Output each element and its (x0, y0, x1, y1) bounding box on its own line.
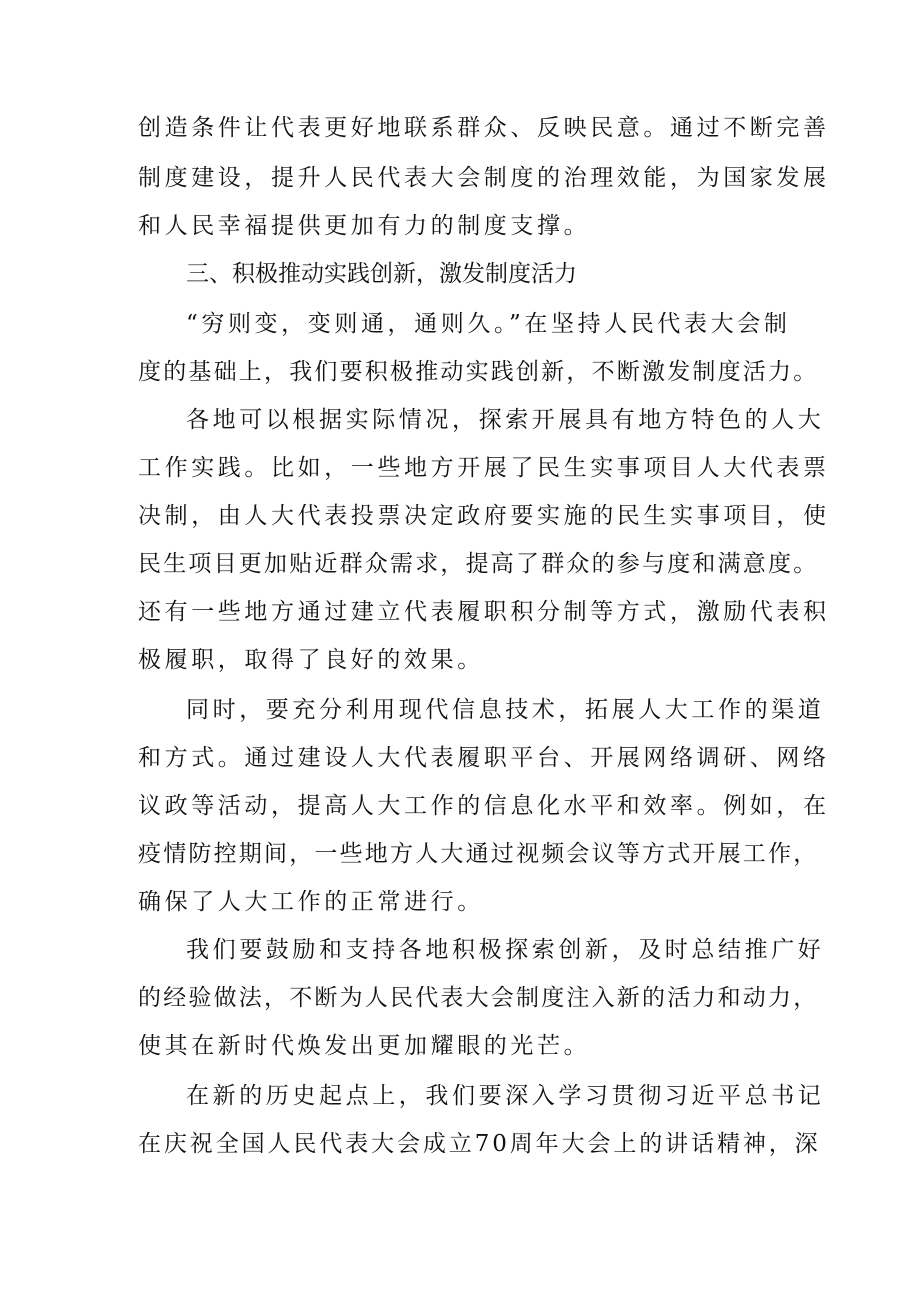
text-line: 决制，由人大代表投票决定政府要实施的民生实事项目，使 (138, 503, 830, 529)
text-line: 工作实践。比如，一些地方开展了民生实事项目人大代表票 (138, 455, 830, 481)
text-line: 在新的历史起点上，我们要深入学习贯彻习近平总书记 (186, 1083, 825, 1109)
text-line: 疫情防控期间，一些地方人大通过视频会议等方式开展工作， (138, 841, 819, 867)
text-line: 创造条件让代表更好地联系群众、反映民意。通过不断完善 (138, 115, 830, 141)
text-line: “穷则变，变则通，通则久。”在坚持人民代表大会制 (186, 311, 791, 337)
text-line: 极履职，取得了良好的效果。 (138, 647, 484, 673)
text-line: 确保了人大工作的正常进行。 (138, 889, 484, 915)
text-line: 在庆祝全国人民代表大会成立70周年大会上的讲话精神，深 (138, 1131, 821, 1157)
text-line: 我们要鼓励和支持各地积极探索创新，及时总结推广好 (186, 937, 825, 963)
text-line: 议政等活动，提高人大工作的信息化水平和效率。例如，在 (138, 793, 830, 819)
text-line: 度的基础上，我们要积极推动实践创新，不断激发制度活力。 (138, 359, 819, 385)
text-line: 还有一些地方通过建立代表履职积分制等方式，激励代表积 (138, 599, 830, 625)
text-line: 各地可以根据实际情况，探索开展具有地方特色的人大 (186, 407, 825, 433)
text-line: 同时，要充分利用现代信息技术，拓展人大工作的渠道 (186, 697, 825, 723)
text-line: 民生项目更加贴近群众需求，提高了群众的参与度和满意度。 (138, 551, 819, 577)
text-line: 和人民幸福提供更加有力的制度支撑。 (138, 213, 591, 239)
text-line: 制度建设，提升人民代表大会制度的治理效能，为国家发展 (138, 165, 830, 191)
text-line: 和方式。通过建设人大代表履职平台、开展网络调研、网络 (138, 745, 830, 771)
text-line: 的经验做法，不断为人民代表大会制度注入新的活力和动力， (138, 985, 819, 1011)
text-line: 使其在新时代焕发出更加耀眼的光芒。 (138, 1033, 591, 1059)
section-heading: 三、积极推动实践创新，激发制度活力 (186, 261, 577, 287)
